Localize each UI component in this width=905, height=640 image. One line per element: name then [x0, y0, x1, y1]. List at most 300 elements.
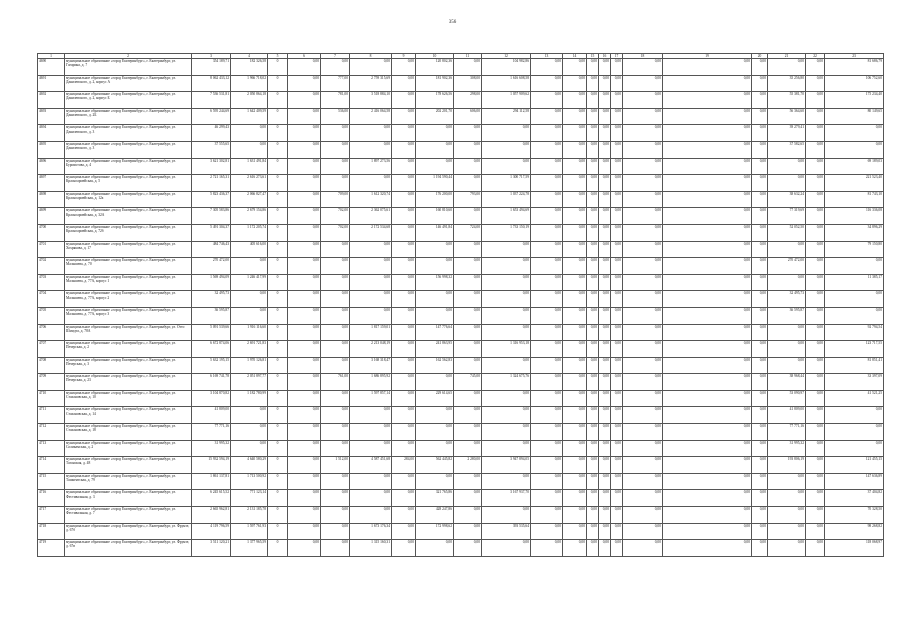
value-cell: 0,00 [599, 374, 611, 391]
value-cell: 1 861 137,81 [192, 473, 231, 490]
value-cell: 0 [268, 390, 288, 407]
value-cell: 0 [268, 75, 288, 92]
value-cell: 229 614,65 [416, 390, 454, 407]
value-cell: 0,00 [587, 158, 599, 175]
value-cell: 0,00 [563, 125, 587, 142]
value-cell: 0,00 [288, 424, 321, 441]
row-id-cell: 4702 [38, 258, 65, 275]
address-cell: муниципальное образование «город Екатеринбург», г. Екатеринбург, ул. Фестивальная, д. 7 [65, 507, 192, 524]
value-cell: 562 445,82 [416, 457, 454, 474]
value-cell: 0,00 [454, 274, 482, 291]
value-cell: 0,00 [288, 241, 321, 258]
column-header-15: 15 [587, 54, 599, 59]
value-cell: 1 631 491,84 [231, 158, 268, 175]
value-cell: 0,00 [416, 141, 454, 158]
value-cell: 3 104 870,82 [192, 390, 231, 407]
value-cell: 0,00 [623, 141, 663, 158]
value-cell: 0,00 [531, 191, 563, 208]
value-cell: 0,00 [587, 390, 599, 407]
value-cell: 1 300 717,59 [482, 175, 531, 192]
table-row [38, 224, 884, 241]
value-cell: 0,00 [587, 523, 599, 540]
value-cell: 0,00 [768, 59, 806, 76]
value-cell: 0 [268, 457, 288, 474]
value-cell: 0,00 [768, 540, 806, 557]
row-id-cell: 4711 [38, 407, 65, 424]
value-cell: 0,00 [321, 241, 350, 258]
value-cell: 3 518 884,10 [350, 92, 392, 109]
value-cell: 0,00 [806, 540, 825, 557]
value-cell: 0,00 [599, 440, 611, 457]
value-cell: 0,00 [392, 341, 416, 358]
value-cell: 0 [268, 440, 288, 457]
value-cell: 0,00 [392, 108, 416, 125]
value-cell: 0,00 [392, 208, 416, 225]
value-cell: 0,00 [350, 507, 392, 524]
address-cell: муниципальное образование «город Екатеринбург», г. Екатеринбург, ул. Малышева, д. 77А, корпус 1 [65, 274, 192, 291]
value-cell: 0,00 [563, 540, 587, 557]
column-header-22: 22 [806, 54, 825, 59]
value-cell: 77 771,16 [768, 424, 806, 441]
value-cell: 0,00 [623, 241, 663, 258]
value-cell: 15 932 594,19 [192, 457, 231, 474]
value-cell: 1 916 116,60 [231, 324, 268, 341]
value-cell: 0 [268, 92, 288, 109]
table-row [38, 75, 884, 92]
address-cell: муниципальное образование «город Екатеринбург», г. Екатеринбург, ул. Данилевского, д. 2, корпус А [65, 75, 192, 92]
value-cell: 0,00 [392, 59, 416, 76]
address-cell: муниципальное образование «город Екатеринбург», г. Екатеринбург, ул. Ташкентская, д. 79 [65, 473, 192, 490]
value-cell: 0,00 [611, 258, 623, 275]
value-cell: 428 247,86 [416, 507, 454, 524]
value-cell: 0,00 [599, 274, 611, 291]
value-cell: 0,00 [752, 175, 768, 192]
value-cell: 1 597 857,14 [350, 390, 392, 407]
value-cell: 1 315 160,31 [350, 540, 392, 557]
value-cell: 0,00 [752, 440, 768, 457]
value-cell: 0,00 [531, 108, 563, 125]
value-cell: 0,00 [531, 490, 563, 507]
value-cell: 0,00 [392, 507, 416, 524]
value-cell: 0,00 [752, 158, 768, 175]
value-cell: 0,00 [752, 75, 768, 92]
row-id-cell: 4705 [38, 307, 65, 324]
value-cell: 0,00 [288, 490, 321, 507]
value-cell: 0,00 [531, 424, 563, 441]
value-cell: 761,00 [321, 374, 350, 391]
value-cell: 1 569 494,09 [192, 274, 231, 291]
value-cell: 0,00 [768, 523, 806, 540]
value-cell: 0,00 [587, 374, 599, 391]
value-cell: 0,00 [416, 125, 454, 142]
value-cell: 0,00 [482, 407, 531, 424]
table-row [38, 374, 884, 391]
value-cell: 0,00 [392, 374, 416, 391]
value-cell: 0,00 [663, 307, 752, 324]
value-cell: 0,00 [482, 390, 531, 407]
value-cell: 354 189,71 [192, 59, 231, 76]
address-cell: муниципальное образование «город Екатеринбург», г. Екатеринбург, ул. Таганская, д. 48 [65, 457, 192, 474]
address-cell: муниципальное образование «город Екатеринбург», г. Екатеринбург, ул. Стахановская, д. 14 [65, 407, 192, 424]
value-cell: 0,00 [288, 507, 321, 524]
value-cell: 182 326,58 [231, 59, 268, 76]
table-row [38, 424, 884, 441]
value-cell: 0,00 [531, 390, 563, 407]
value-cell: 0,00 [623, 341, 663, 358]
value-cell: 1 653 494,69 [482, 208, 531, 225]
value-cell: 1 673 176,34 [350, 523, 392, 540]
value-cell: 0,00 [806, 241, 825, 258]
value-cell: 0,00 [623, 523, 663, 540]
value-cell: 178 626,56 [416, 92, 454, 109]
value-cell: 0,00 [599, 407, 611, 424]
value-cell: 0,00 [611, 324, 623, 341]
value-cell: 0,00 [599, 490, 611, 507]
value-cell: 0,00 [663, 108, 752, 125]
row-id-cell: 4692 [38, 92, 65, 109]
value-cell: 0,00 [806, 175, 825, 192]
value-cell: 81 851,41 [825, 357, 884, 374]
value-cell: 0,00 [416, 407, 454, 424]
value-cell: 0,00 [806, 457, 825, 474]
value-cell: 0 [268, 424, 288, 441]
table-row [38, 390, 884, 407]
value-cell: 0,00 [752, 258, 768, 275]
value-cell: 0,00 [482, 291, 531, 308]
value-cell: 1 713 500,92 [231, 473, 268, 490]
value-cell: 0,00 [392, 324, 416, 341]
value-cell: 709,00 [321, 191, 350, 208]
row-id-cell: 4704 [38, 291, 65, 308]
value-cell: 0,00 [416, 473, 454, 490]
value-cell: 0,00 [454, 291, 482, 308]
value-cell: 38 632,24 [768, 191, 806, 208]
value-cell: 0,00 [623, 507, 663, 524]
table-row [38, 457, 884, 474]
value-cell: 0,00 [599, 457, 611, 474]
value-cell: 0,00 [531, 324, 563, 341]
value-cell: 0,00 [599, 473, 611, 490]
value-cell: 0,00 [663, 490, 752, 507]
value-cell: 0,00 [454, 208, 482, 225]
value-cell: 35 256,80 [768, 75, 806, 92]
value-cell: 724,00 [454, 224, 482, 241]
value-cell: 0,00 [752, 324, 768, 341]
value-cell: 33 397,09 [825, 374, 884, 391]
value-cell: 702,00 [321, 224, 350, 241]
value-cell: 0,00 [611, 357, 623, 374]
column-header-23: 23 [825, 54, 884, 59]
value-cell: 0,00 [599, 523, 611, 540]
value-cell: 0,00 [563, 59, 587, 76]
value-cell: 4 119 796,59 [192, 523, 231, 540]
table-row [38, 208, 884, 225]
value-cell: 0 [268, 141, 288, 158]
value-cell: 0,00 [454, 59, 482, 76]
value-cell: 79 150,80 [825, 241, 884, 258]
value-cell: 0,00 [563, 158, 587, 175]
value-cell: 0,00 [563, 241, 587, 258]
value-cell: 0 [268, 507, 288, 524]
value-cell: 1 246 417,99 [231, 274, 268, 291]
value-cell: 172 998,62 [416, 523, 454, 540]
value-cell: 0,00 [531, 274, 563, 291]
value-cell: 484 746,43 [192, 241, 231, 258]
value-cell: 0,00 [563, 424, 587, 441]
value-cell: 0,00 [454, 407, 482, 424]
value-cell: 0,00 [623, 357, 663, 374]
value-cell: 0,00 [806, 374, 825, 391]
value-cell: 0,00 [663, 59, 752, 76]
value-cell: 0,00 [611, 390, 623, 407]
value-cell: 0,00 [454, 158, 482, 175]
value-cell: 0,00 [599, 158, 611, 175]
value-cell: 0,00 [825, 440, 884, 457]
row-id-cell: 4709 [38, 374, 65, 391]
value-cell: 0 [268, 175, 288, 192]
value-cell: 32 495,73 [192, 291, 231, 308]
value-cell: 0,00 [563, 291, 587, 308]
value-cell: 0,00 [531, 141, 563, 158]
value-cell: 0,00 [752, 208, 768, 225]
value-cell: 0,00 [321, 258, 350, 275]
value-cell: 0,00 [623, 424, 663, 441]
value-cell: 0,00 [288, 457, 321, 474]
value-cell: 0,00 [587, 407, 599, 424]
value-cell: 0,00 [623, 274, 663, 291]
value-cell: 0,00 [663, 158, 752, 175]
value-cell: 0,00 [623, 258, 663, 275]
value-cell: 0,00 [768, 158, 806, 175]
value-cell: 0,00 [587, 208, 599, 225]
row-id-cell: 4701 [38, 241, 65, 258]
value-cell: 0,00 [768, 473, 806, 490]
value-cell: 0,00 [752, 59, 768, 76]
value-cell: 116 336,08 [825, 208, 884, 225]
value-cell: 0,00 [454, 473, 482, 490]
value-cell: 270 472,00 [192, 258, 231, 275]
value-cell: 0,00 [563, 224, 587, 241]
value-cell: 0,00 [531, 291, 563, 308]
value-cell: 0,00 [288, 258, 321, 275]
value-cell: 0,00 [623, 59, 663, 76]
value-cell: 6 672 874,06 [192, 341, 231, 358]
value-cell: 92 794,54 [825, 324, 884, 341]
value-cell: 0,00 [531, 307, 563, 324]
value-cell: 1 512,00 [321, 457, 350, 474]
column-header-10: 10 [416, 54, 454, 59]
row-id-cell: 4693 [38, 108, 65, 125]
value-cell: 0,00 [392, 175, 416, 192]
row-id-cell: 4690 [38, 59, 65, 76]
value-cell: 0,00 [599, 357, 611, 374]
value-cell: 0,00 [663, 440, 752, 457]
value-cell: 0,00 [288, 473, 321, 490]
value-cell: 0,00 [752, 191, 768, 208]
value-cell: 0,00 [599, 141, 611, 158]
value-cell: 0,00 [454, 324, 482, 341]
value-cell: 781,00 [321, 92, 350, 109]
value-cell: 0,00 [454, 390, 482, 407]
value-cell: 0,00 [752, 473, 768, 490]
value-cell: 0,00 [587, 473, 599, 490]
row-id-cell: 4708 [38, 357, 65, 374]
value-cell: 0,00 [482, 424, 531, 441]
value-cell: 81 686,79 [825, 59, 884, 76]
column-header-3: 3 [192, 54, 231, 59]
value-cell: 0,00 [321, 175, 350, 192]
value-cell: 0,00 [806, 141, 825, 158]
value-cell: 0,00 [563, 307, 587, 324]
value-cell: 0,00 [623, 473, 663, 490]
value-cell: 1 324 675,76 [482, 374, 531, 391]
value-cell: 0,00 [599, 224, 611, 241]
value-cell: 0,00 [288, 274, 321, 291]
value-cell: 0,00 [563, 208, 587, 225]
value-cell: 284,00 [392, 457, 416, 474]
value-cell: 0,00 [454, 490, 482, 507]
value-cell: 5 632 195,15 [192, 357, 231, 374]
value-cell: 0,00 [288, 390, 321, 407]
value-cell: 0,00 [599, 59, 611, 76]
value-cell: 0,00 [563, 490, 587, 507]
value-cell: 0,00 [587, 490, 599, 507]
value-cell: 0,00 [392, 407, 416, 424]
row-id-cell: 4698 [38, 191, 65, 208]
row-id-cell: 4699 [38, 208, 65, 225]
value-cell: 0,00 [416, 424, 454, 441]
value-cell: 77 771,16 [192, 424, 231, 441]
value-cell: 0,00 [587, 440, 599, 457]
value-cell: 41 809,00 [768, 407, 806, 424]
value-cell: 0,00 [563, 357, 587, 374]
value-cell: 0,00 [288, 191, 321, 208]
value-cell: 120 802,36 [416, 59, 454, 76]
address-cell: муниципальное образование «город Екатеринбург», г. Екатеринбург, ул. Данилевского, д. 3 [65, 125, 192, 142]
value-cell: 0,00 [768, 341, 806, 358]
value-cell: 0,00 [321, 158, 350, 175]
value-cell: 0,00 [288, 440, 321, 457]
table-row [38, 523, 884, 540]
value-cell: 55 381,70 [768, 92, 806, 109]
value-cell: 2 721 165,31 [192, 175, 231, 192]
value-cell: 0,00 [587, 341, 599, 358]
value-cell: 0,00 [321, 490, 350, 507]
value-cell: 0,00 [321, 440, 350, 457]
value-cell: 104 982,86 [482, 59, 531, 76]
value-cell: 0,00 [563, 75, 587, 92]
address-cell: муниципальное образование «город Екатеринбург», г. Екатеринбург, ул. Соликамская, д. 2 [65, 440, 192, 457]
row-id-cell: 4716 [38, 490, 65, 507]
value-cell: 0,00 [806, 390, 825, 407]
row-id-cell: 4707 [38, 341, 65, 358]
value-cell: 1 182 780,99 [231, 390, 268, 407]
value-cell: 0,00 [587, 424, 599, 441]
value-cell: 0,00 [623, 158, 663, 175]
value-cell: 0,00 [611, 374, 623, 391]
value-cell: 0,00 [663, 274, 752, 291]
value-cell: 0,00 [231, 258, 268, 275]
value-cell: 46 299,43 [192, 125, 231, 142]
value-cell: 0,00 [587, 75, 599, 92]
value-cell: 70 328,50 [825, 507, 884, 524]
value-cell: 393 535,64 [482, 523, 531, 540]
value-cell: 0,00 [392, 241, 416, 258]
value-cell: 0,00 [825, 125, 884, 142]
value-cell: 0,00 [663, 424, 752, 441]
value-cell: 2 616 273,61 [231, 175, 268, 192]
value-cell: 0,00 [611, 540, 623, 557]
value-cell: 0,00 [806, 75, 825, 92]
column-header-8: 8 [350, 54, 392, 59]
value-cell: 0,00 [663, 92, 752, 109]
table-row [38, 291, 884, 308]
value-cell: 0,00 [454, 440, 482, 457]
address-cell: муниципальное образование «город Екатеринбург», г. Екатеринбург, ул. Хохрякова, д. 17 [65, 241, 192, 258]
value-cell: 0,00 [350, 473, 392, 490]
value-cell: 0,00 [350, 490, 392, 507]
value-cell: 0,00 [806, 490, 825, 507]
value-cell: 0,00 [752, 125, 768, 142]
value-cell: 0,00 [825, 141, 884, 158]
value-cell: 0,00 [599, 75, 611, 92]
value-cell: 0,00 [454, 175, 482, 192]
row-id-cell: 4700 [38, 224, 65, 241]
value-cell: 0,00 [321, 291, 350, 308]
value-cell: 0,00 [752, 424, 768, 441]
table-row [38, 307, 884, 324]
value-cell: 0,00 [350, 307, 392, 324]
value-cell: 0,00 [623, 307, 663, 324]
value-cell: 0,00 [623, 407, 663, 424]
value-cell: 0,00 [663, 374, 752, 391]
value-cell: 0,00 [825, 307, 884, 324]
value-cell: 175 234,40 [825, 92, 884, 109]
address-cell: муниципальное образование «город Екатеринбург», г. Екатеринбург, ул. Красноармейская, д. 5 [65, 175, 192, 192]
value-cell: 106 752,60 [825, 75, 884, 92]
value-cell: 0,00 [825, 407, 884, 424]
row-id-cell: 4712 [38, 424, 65, 441]
value-cell: 0,00 [663, 208, 752, 225]
value-cell: 52 052,50 [768, 224, 806, 241]
value-cell: 0,00 [825, 424, 884, 441]
value-cell: 0,00 [531, 357, 563, 374]
value-cell: 0,00 [587, 175, 599, 192]
value-cell: 0,00 [321, 324, 350, 341]
value-cell: 0,00 [806, 440, 825, 457]
value-cell: 0,00 [806, 357, 825, 374]
value-cell: 193 806,19 [768, 457, 806, 474]
value-cell: 0,00 [587, 241, 599, 258]
value-cell: 0 [268, 540, 288, 557]
value-cell: 0,00 [350, 424, 392, 441]
value-cell: 0,00 [416, 440, 454, 457]
value-cell: 4 587 451,68 [350, 457, 392, 474]
value-cell: 0,00 [288, 224, 321, 241]
value-cell: 0,00 [563, 457, 587, 474]
value-cell: 0,00 [752, 341, 768, 358]
value-cell: 0,00 [392, 141, 416, 158]
data-table [37, 53, 884, 557]
value-cell: 0,00 [392, 540, 416, 557]
address-cell: муниципальное образование «город Екатеринбург», г. Екатеринбург, ул. Данилевского, д. 2Б [65, 108, 192, 125]
value-cell: 0,00 [611, 440, 623, 457]
value-cell: 0,00 [563, 440, 587, 457]
value-cell: 0,00 [482, 507, 531, 524]
value-cell: 0,00 [587, 92, 599, 109]
address-cell: муниципальное образование «город Екатеринбург», г. Екатеринбург, ул. Отто Шмидта, д. 78А [65, 324, 192, 341]
value-cell: 3 947 894,05 [482, 457, 531, 474]
